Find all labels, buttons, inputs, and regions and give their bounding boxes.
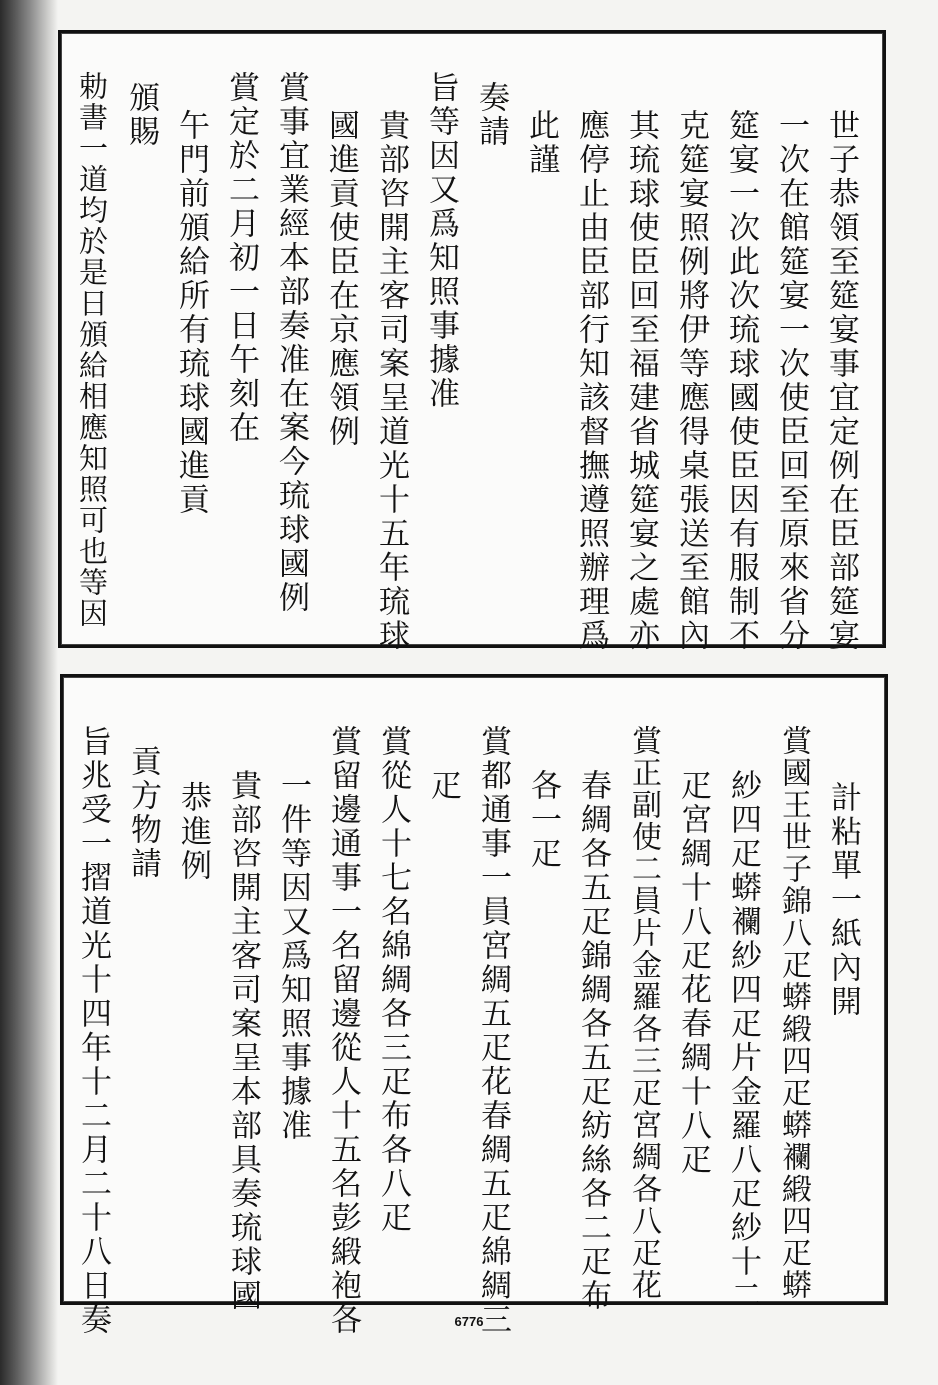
text-column: 頒賜	[123, 81, 159, 149]
text-column: 午門前頒給所有琉球國進貢	[173, 109, 209, 517]
text-column: 疋	[425, 769, 461, 803]
text-column: 疋宮綢十八疋花春綢十八疋	[675, 769, 711, 1177]
text-column: 貴部咨開主客司案呈本部具奏琉球國	[225, 769, 261, 1313]
text-column: 各一疋	[525, 769, 561, 871]
text-column: 賞國王世子錦八疋蟒緞四疋蟒襴緞四疋蟒	[776, 725, 811, 1301]
text-column: 賞正副使二員片金羅各三疋宮綢各八疋花	[626, 725, 661, 1301]
text-column: 國進貢使臣在京應領例	[323, 109, 359, 449]
text-column: 貢方物請	[125, 745, 161, 881]
document-panel-top	[58, 30, 886, 653]
text-column: 賞從人十七名綿綢各三疋布各八疋	[375, 725, 411, 1235]
text-column: 旨兆受一摺道光十四年十二月二十八日奏	[75, 725, 111, 1337]
text-column: 勅書一道均於是日頒給相應知照可也等因	[75, 71, 109, 629]
text-column: 賞事宜業經本部奏准在案今琉球國例	[273, 71, 309, 615]
text-column: 貴部咨開主客司案呈道光十五年琉球	[373, 109, 409, 653]
text-column: 筵宴一次此次琉球國使臣因有服制不	[723, 109, 759, 653]
text-column: 恭進例	[175, 781, 211, 883]
text-column: 其琉球使臣回至福建省城筵宴之處亦	[623, 109, 659, 653]
text-column: 世子恭領至筵宴事宜定例在臣部筵宴	[823, 109, 859, 653]
text-column: 此謹	[523, 109, 559, 177]
text-column: 應停止由臣部行知該督撫遵照辦理爲	[573, 109, 609, 653]
text-column: 一件等因又爲知照事據准	[275, 769, 311, 1143]
text-column: 賞都通事一員宮綢五疋花春綢五疋綿綢三	[475, 725, 511, 1337]
text-column: 春綢各五疋錦綢各五疋紡絲各二疋布	[575, 769, 611, 1313]
page-number: 6776	[454, 1314, 484, 1329]
text-column: 一次在館筵宴一次使臣回至原來省分	[773, 109, 809, 653]
book-binding-shadow	[0, 0, 58, 1385]
text-column: 克筵宴照例將伊等應得桌張送至館內	[673, 109, 709, 653]
text-column: 賞留邊通事一名留邊從人十五名彭緞袍各	[325, 725, 361, 1337]
text-column: 計粘單一紙內開	[825, 781, 861, 1019]
text-column: 賞定於二月初一日午刻在	[223, 71, 259, 445]
text-column: 旨等因又爲知照事據准	[423, 71, 459, 411]
text-column: 紗四疋蟒襴紗四疋片金羅八疋紗十二	[725, 769, 761, 1313]
text-column: 奏請	[473, 81, 509, 149]
